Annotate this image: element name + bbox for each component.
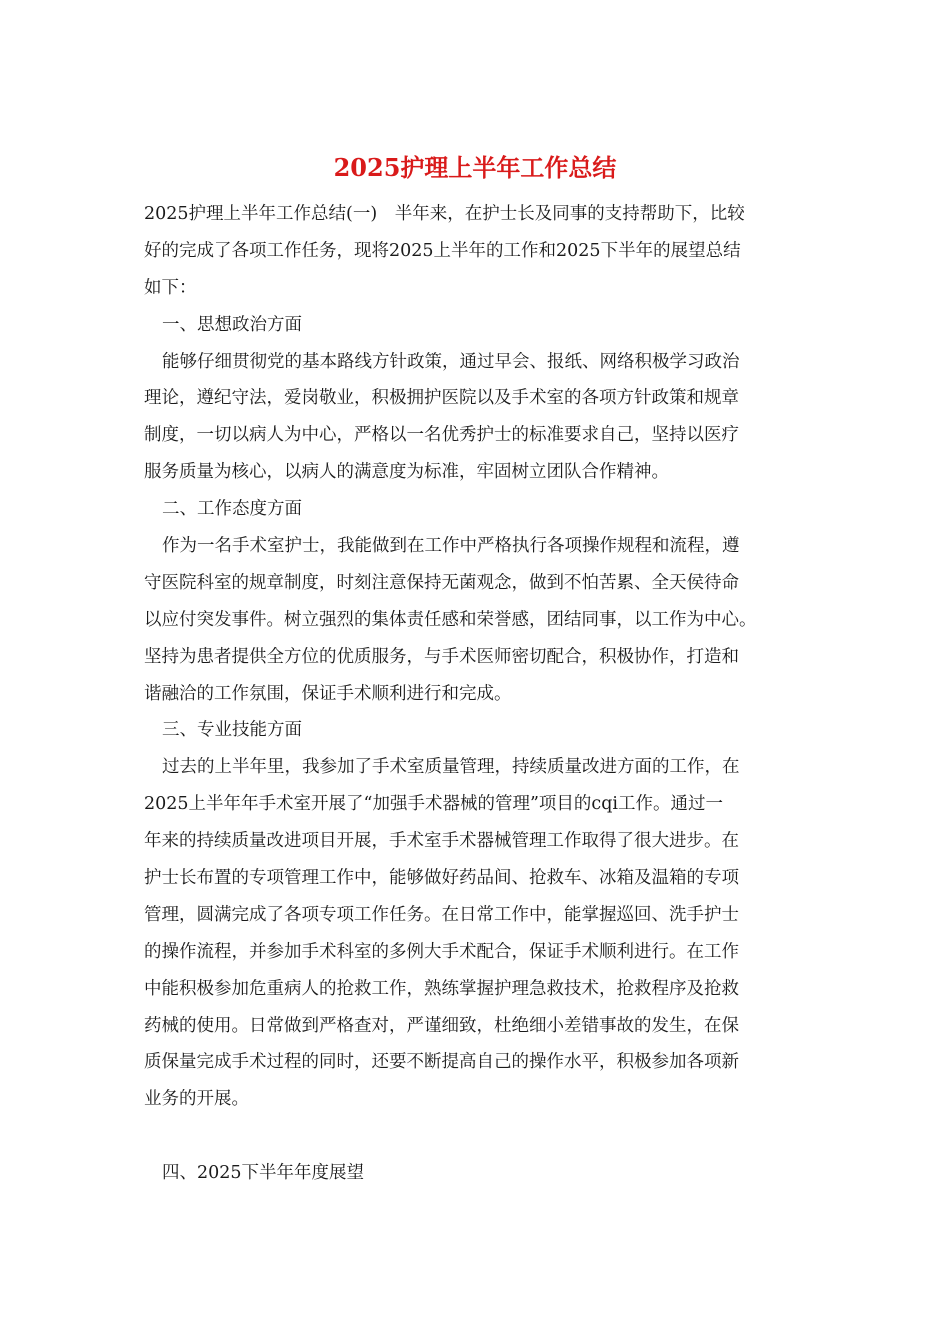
body-line: 服务质量为核心，以病人的满意度为标准，牢固树立团队合作精神。	[144, 462, 669, 483]
body-line: 年来的持续质量改进项目开展，手术室手术器械管理工作取得了很大进步。在	[144, 831, 739, 852]
body-line: 如下：	[144, 277, 197, 298]
document-title: 2025护理上半年工作总结	[333, 153, 617, 182]
body-line: 管理，圆满完成了各项专项工作任务。在日常工作中，能掌握巡回、洗手护士	[144, 904, 739, 925]
paragraph-gap	[144, 1118, 814, 1155]
body-line: 好的完成了各项工作任务，现将2025上半年的工作和2025下半年的展望总结	[144, 240, 741, 261]
body-line: 中能积极参加危重病人的抢救工作，熟练掌握护理急救技术，抢救程序及抢救	[144, 978, 739, 999]
body-line: 守医院科室的规章制度，时刻注意保持无菌观念，做到不怕苦累、全天侯待命	[144, 572, 739, 593]
body-line: 谐融洽的工作氛围，保证手术顺利进行和完成。	[144, 683, 512, 704]
body-line: 质保量完成手术过程的同时，还要不断提高自己的操作水平，积极参加各项新	[144, 1052, 739, 1073]
section-heading-3: 三、专业技能方面	[162, 720, 302, 741]
body-line: 业务的开展。	[144, 1089, 249, 1110]
body-line: 药械的使用。日常做到严格查对，严谨细致，杜绝细小差错事故的发生，在保	[144, 1015, 739, 1036]
body-line: 2025护理上半年工作总结(一) 半年来，在护士长及同事的支持帮助下，比较	[144, 204, 745, 224]
body-line: 理论，遵纪守法，爱岗敬业，积极拥护医院以及手术室的各项方针政策和规章	[144, 388, 739, 409]
body-line: 作为一名手术室护士，我能做到在工作中严格执行各项操作规程和流程，遵	[162, 536, 740, 557]
body-line: 过去的上半年里，我参加了手术室质量管理，持续质量改进方面的工作，在	[162, 757, 740, 778]
section-heading-1: 一、思想政治方面	[162, 314, 302, 335]
body-line: 制度，一切以病人为中心，严格以一名优秀护士的标准要求自己，坚持以医疗	[144, 425, 739, 446]
body-line: 的操作流程，并参加手术科室的多例大手术配合，保证手术顺利进行。在工作	[144, 941, 739, 962]
body-line: 坚持为患者提供全方位的优质服务，与手术医师密切配合，积极协作，打造和	[144, 646, 739, 667]
section-heading-4: 四、2025下半年年度展望	[162, 1163, 365, 1184]
body-line: 2025上半年年手术室开展了“加强手术器械的管理”项目的cqi工作。通过一	[144, 794, 724, 815]
body-line: 以应付突发事件。树立强烈的集体责任感和荣誉感，团结同事，以工作为中心。	[144, 609, 757, 630]
body-line: 能够仔细贯彻党的基本路线方针政策，通过早会、报纸、网络积极学习政治	[162, 351, 740, 372]
body-line: 护士长布置的专项管理工作中，能够做好药品间、抢救车、冰箱及温箱的专项	[144, 868, 739, 889]
section-heading-2: 二、工作态度方面	[162, 499, 302, 520]
document-body	[144, 196, 814, 1192]
